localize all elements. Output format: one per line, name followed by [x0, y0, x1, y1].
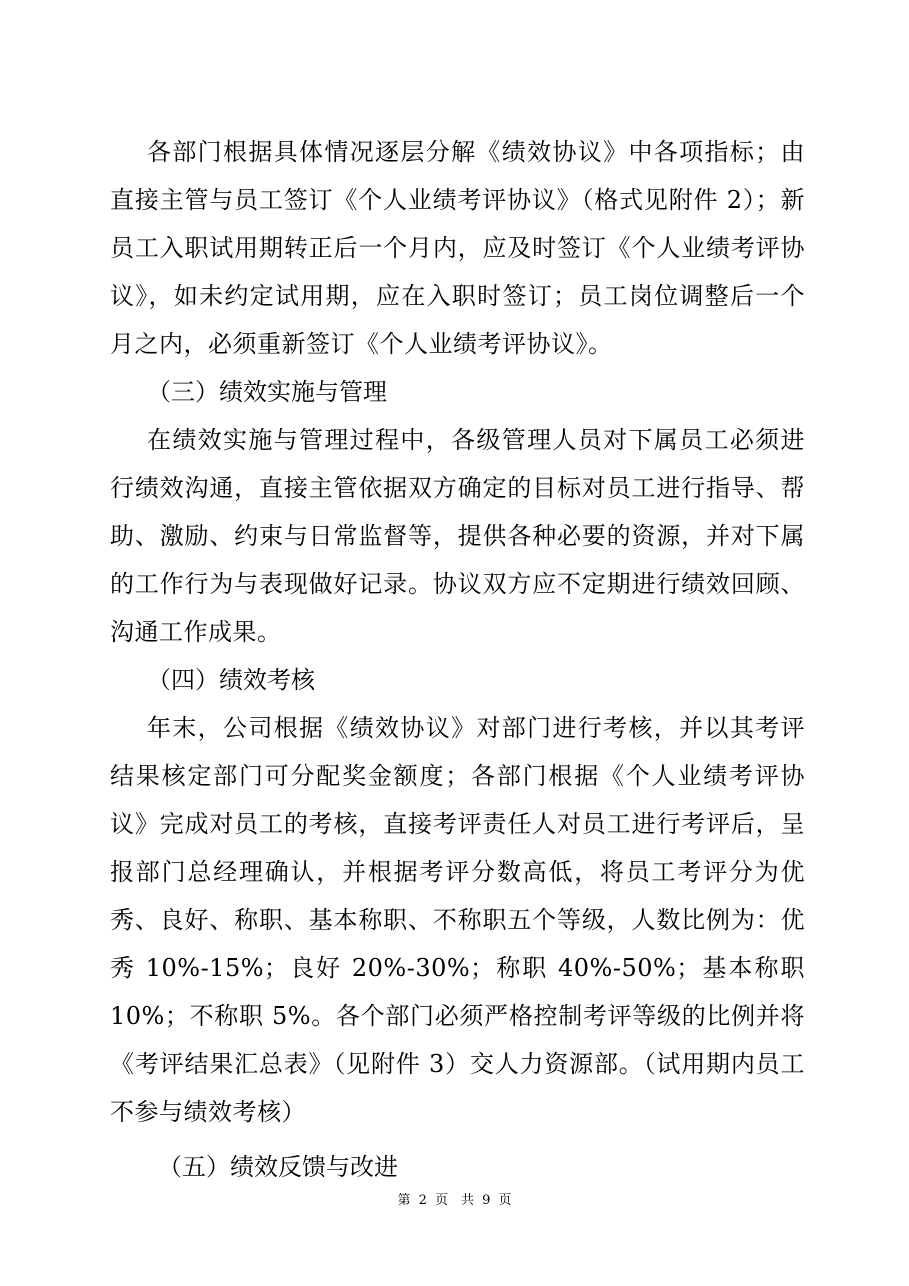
paragraph-implementation: 在绩效实施与管理过程中，各级管理人员对下属员工必须进行绩效沟通，直接主管依据双方确定的目标对员工进行指导、帮助、激励、约束与日常监督等，提供各种必要的资源，并对下属的工作行为与表现做好记录。协议双方应不定期进行绩效回顾、沟通工作成果。: [110, 426, 805, 646]
paragraph-assessment: 年末，公司根据《绩效协议》对部门进行考核，并以其考评结果核定部门可分配奖金额度；各部门根据《个人业绩考评协议》完成对员工的考核，直接考评责任人对员工进行考评后，呈报部门总经理确认，并根据考评分数高低，将员工考评分为优秀、良好、称职、基本称职、不称职五个等级，人数比例为：优秀 10%-15%；良好 20%-30%；称职 40%-50%；基本称职 10%；不称职 5%。各个部门必须严格控制考评等级的比例并将《考评结果汇总表》（见附件 3）交人力资源部。（试用期内员工不参与绩效考核）: [110, 714, 805, 1126]
section-heading-5: （五）绩效反馈与改进: [158, 1153, 398, 1181]
document-body: [110, 128, 805, 1191]
page-number-footer: 第 2 页 共 9 页: [397, 1193, 512, 1208]
section-heading-4: （四）绩效考核: [147, 666, 315, 694]
section-heading-3: （三）绩效实施与管理: [147, 378, 387, 406]
paragraph-agreement-signing: 各部门根据具体情况逐层分解《绩效协议》中各项指标；由直接主管与员工签订《个人业绩考评协议》（格式见附件 2）；新员工入职试用期转正后一个月内，应及时签订《个人业绩考评协议》，如未约定试用期，应在入职时签订；员工岗位调整后一个月之内，必须重新签订《个人业绩考评协议》。: [110, 138, 805, 358]
